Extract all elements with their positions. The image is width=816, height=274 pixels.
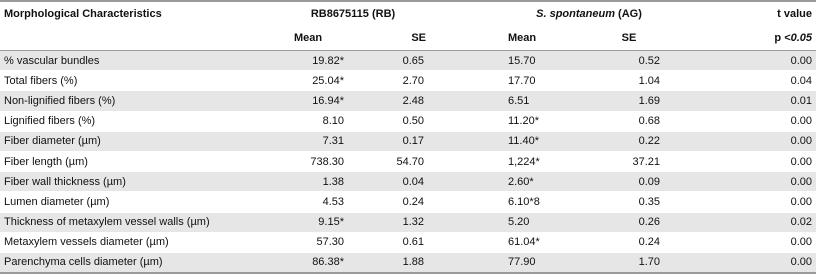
cell-characteristic: Parenchyma cells diameter (µm) <box>0 252 268 273</box>
cell-ag-se: 0.52 <box>584 51 674 71</box>
cell-spacer <box>438 151 504 171</box>
cell-ag-se: 37.21 <box>584 151 674 171</box>
header-group-ag-species: S. spontaneum <box>536 8 615 20</box>
cell-ag-mean: 6.10*8 <box>504 192 584 212</box>
cell-rb-se: 0.65 <box>348 51 438 71</box>
cell-rb-mean: 8.10 <box>268 111 348 131</box>
header-row-stats <box>0 26 816 51</box>
cell-spacer <box>674 252 748 273</box>
cell-rb-mean: 86.38* <box>268 252 348 273</box>
cell-spacer <box>438 192 504 212</box>
header-ag-se: SE <box>584 26 674 51</box>
cell-spacer <box>674 172 748 192</box>
header-rb-mean: Mean <box>268 26 348 51</box>
cell-rb-mean: 57.30 <box>268 232 348 252</box>
cell-t-value: 0.00 <box>748 131 816 151</box>
cell-spacer <box>438 71 504 91</box>
cell-spacer <box>438 51 504 71</box>
cell-ag-se: 0.35 <box>584 192 674 212</box>
cell-spacer <box>674 131 748 151</box>
cell-characteristic: % vascular bundles <box>0 51 268 71</box>
cell-spacer <box>438 232 504 252</box>
cell-ag-se: 0.68 <box>584 111 674 131</box>
cell-characteristic: Total fibers (%) <box>0 71 268 91</box>
cell-ag-se: 0.22 <box>584 131 674 151</box>
cell-spacer <box>674 232 748 252</box>
cell-rb-mean: 25.04* <box>268 71 348 91</box>
cell-rb-se: 0.61 <box>348 232 438 252</box>
table-row <box>0 192 816 212</box>
cell-ag-mean: 5.20 <box>504 212 584 232</box>
cell-rb-se: 0.50 <box>348 111 438 131</box>
table-row <box>0 111 816 131</box>
cell-ag-mean: 1,224* <box>504 151 584 171</box>
table-row <box>0 232 816 252</box>
header-group-ag <box>504 1 674 26</box>
cell-characteristic: Non-lignified fibers (%) <box>0 91 268 111</box>
cell-t-value: 0.00 <box>748 232 816 252</box>
cell-t-value: 0.00 <box>748 252 816 273</box>
cell-spacer <box>438 111 504 131</box>
header-row-groups <box>0 1 816 26</box>
cell-spacer <box>438 172 504 192</box>
header-spacer <box>438 26 504 51</box>
cell-spacer <box>438 91 504 111</box>
header-empty <box>0 26 268 51</box>
header-p-threshold <box>748 26 816 51</box>
cell-characteristic: Fiber length (µm) <box>0 151 268 171</box>
cell-spacer <box>674 51 748 71</box>
cell-ag-mean: 11.20* <box>504 111 584 131</box>
cell-ag-se: 0.24 <box>584 232 674 252</box>
cell-rb-se: 0.17 <box>348 131 438 151</box>
header-characteristics: Morphological Characteristics <box>0 1 268 26</box>
cell-characteristic: Fiber wall thickness (µm) <box>0 172 268 192</box>
cell-spacer <box>674 71 748 91</box>
cell-spacer <box>438 252 504 273</box>
cell-t-value: 0.01 <box>748 91 816 111</box>
cell-ag-mean: 15.70 <box>504 51 584 71</box>
table-body <box>0 51 816 274</box>
cell-characteristic: Fiber diameter (µm) <box>0 131 268 151</box>
cell-spacer <box>438 212 504 232</box>
cell-spacer <box>674 192 748 212</box>
cell-rb-se: 1.88 <box>348 252 438 273</box>
cell-ag-mean: 11.40* <box>504 131 584 151</box>
cell-t-value: 0.04 <box>748 71 816 91</box>
cell-ag-se: 1.69 <box>584 91 674 111</box>
header-t-value: t value <box>748 1 816 26</box>
table-row <box>0 51 816 71</box>
cell-t-value: 0.00 <box>748 172 816 192</box>
cell-rb-mean: 7.31 <box>268 131 348 151</box>
cell-characteristic: Thickness of metaxylem vessel walls (µm) <box>0 212 268 232</box>
cell-spacer <box>674 212 748 232</box>
header-spacer <box>674 1 748 26</box>
table-row <box>0 131 816 151</box>
header-group-ag-suffix: (AG) <box>614 8 642 20</box>
cell-t-value: 0.02 <box>748 212 816 232</box>
table-row <box>0 212 816 232</box>
cell-rb-mean: 738.30 <box>268 151 348 171</box>
cell-t-value: 0.00 <box>748 111 816 131</box>
cell-ag-se: 0.26 <box>584 212 674 232</box>
cell-rb-se: 0.04 <box>348 172 438 192</box>
header-spacer <box>674 26 748 51</box>
cell-ag-se: 0.09 <box>584 172 674 192</box>
cell-ag-mean: 2.60* <box>504 172 584 192</box>
cell-rb-se: 0.24 <box>348 192 438 212</box>
cell-ag-mean: 6.51 <box>504 91 584 111</box>
header-p-value: <0.05 <box>784 32 813 44</box>
header-p-prefix: p <box>774 32 785 44</box>
cell-rb-se: 54.70 <box>348 151 438 171</box>
cell-spacer <box>674 91 748 111</box>
header-rb-se: SE <box>348 26 438 51</box>
cell-ag-se: 1.70 <box>584 252 674 273</box>
table-row <box>0 91 816 111</box>
cell-characteristic: Lignified fibers (%) <box>0 111 268 131</box>
cell-rb-mean: 16.94* <box>268 91 348 111</box>
cell-rb-mean: 4.53 <box>268 192 348 212</box>
cell-rb-se: 2.48 <box>348 91 438 111</box>
table-row <box>0 252 816 273</box>
cell-t-value: 0.00 <box>748 151 816 171</box>
cell-ag-mean: 61.04* <box>504 232 584 252</box>
cell-t-value: 0.00 <box>748 51 816 71</box>
cell-spacer <box>438 131 504 151</box>
table-row <box>0 151 816 171</box>
header-group-rb: RB8675115 (RB) <box>268 1 438 26</box>
cell-rb-se: 1.32 <box>348 212 438 232</box>
cell-rb-mean: 1.38 <box>268 172 348 192</box>
table-row <box>0 172 816 192</box>
cell-t-value: 0.00 <box>748 192 816 212</box>
cell-rb-mean: 9.15* <box>268 212 348 232</box>
header-spacer <box>438 1 504 26</box>
cell-characteristic: Lumen diameter (µm) <box>0 192 268 212</box>
cell-spacer <box>674 111 748 131</box>
cell-ag-mean: 17.70 <box>504 71 584 91</box>
header-ag-mean: Mean <box>504 26 584 51</box>
cell-ag-se: 1.04 <box>584 71 674 91</box>
cell-spacer <box>674 151 748 171</box>
cell-rb-mean: 19.82* <box>268 51 348 71</box>
cell-rb-se: 2.70 <box>348 71 438 91</box>
table-row <box>0 71 816 91</box>
cell-characteristic: Metaxylem vessels diameter (µm) <box>0 232 268 252</box>
cell-ag-mean: 77.90 <box>504 252 584 273</box>
